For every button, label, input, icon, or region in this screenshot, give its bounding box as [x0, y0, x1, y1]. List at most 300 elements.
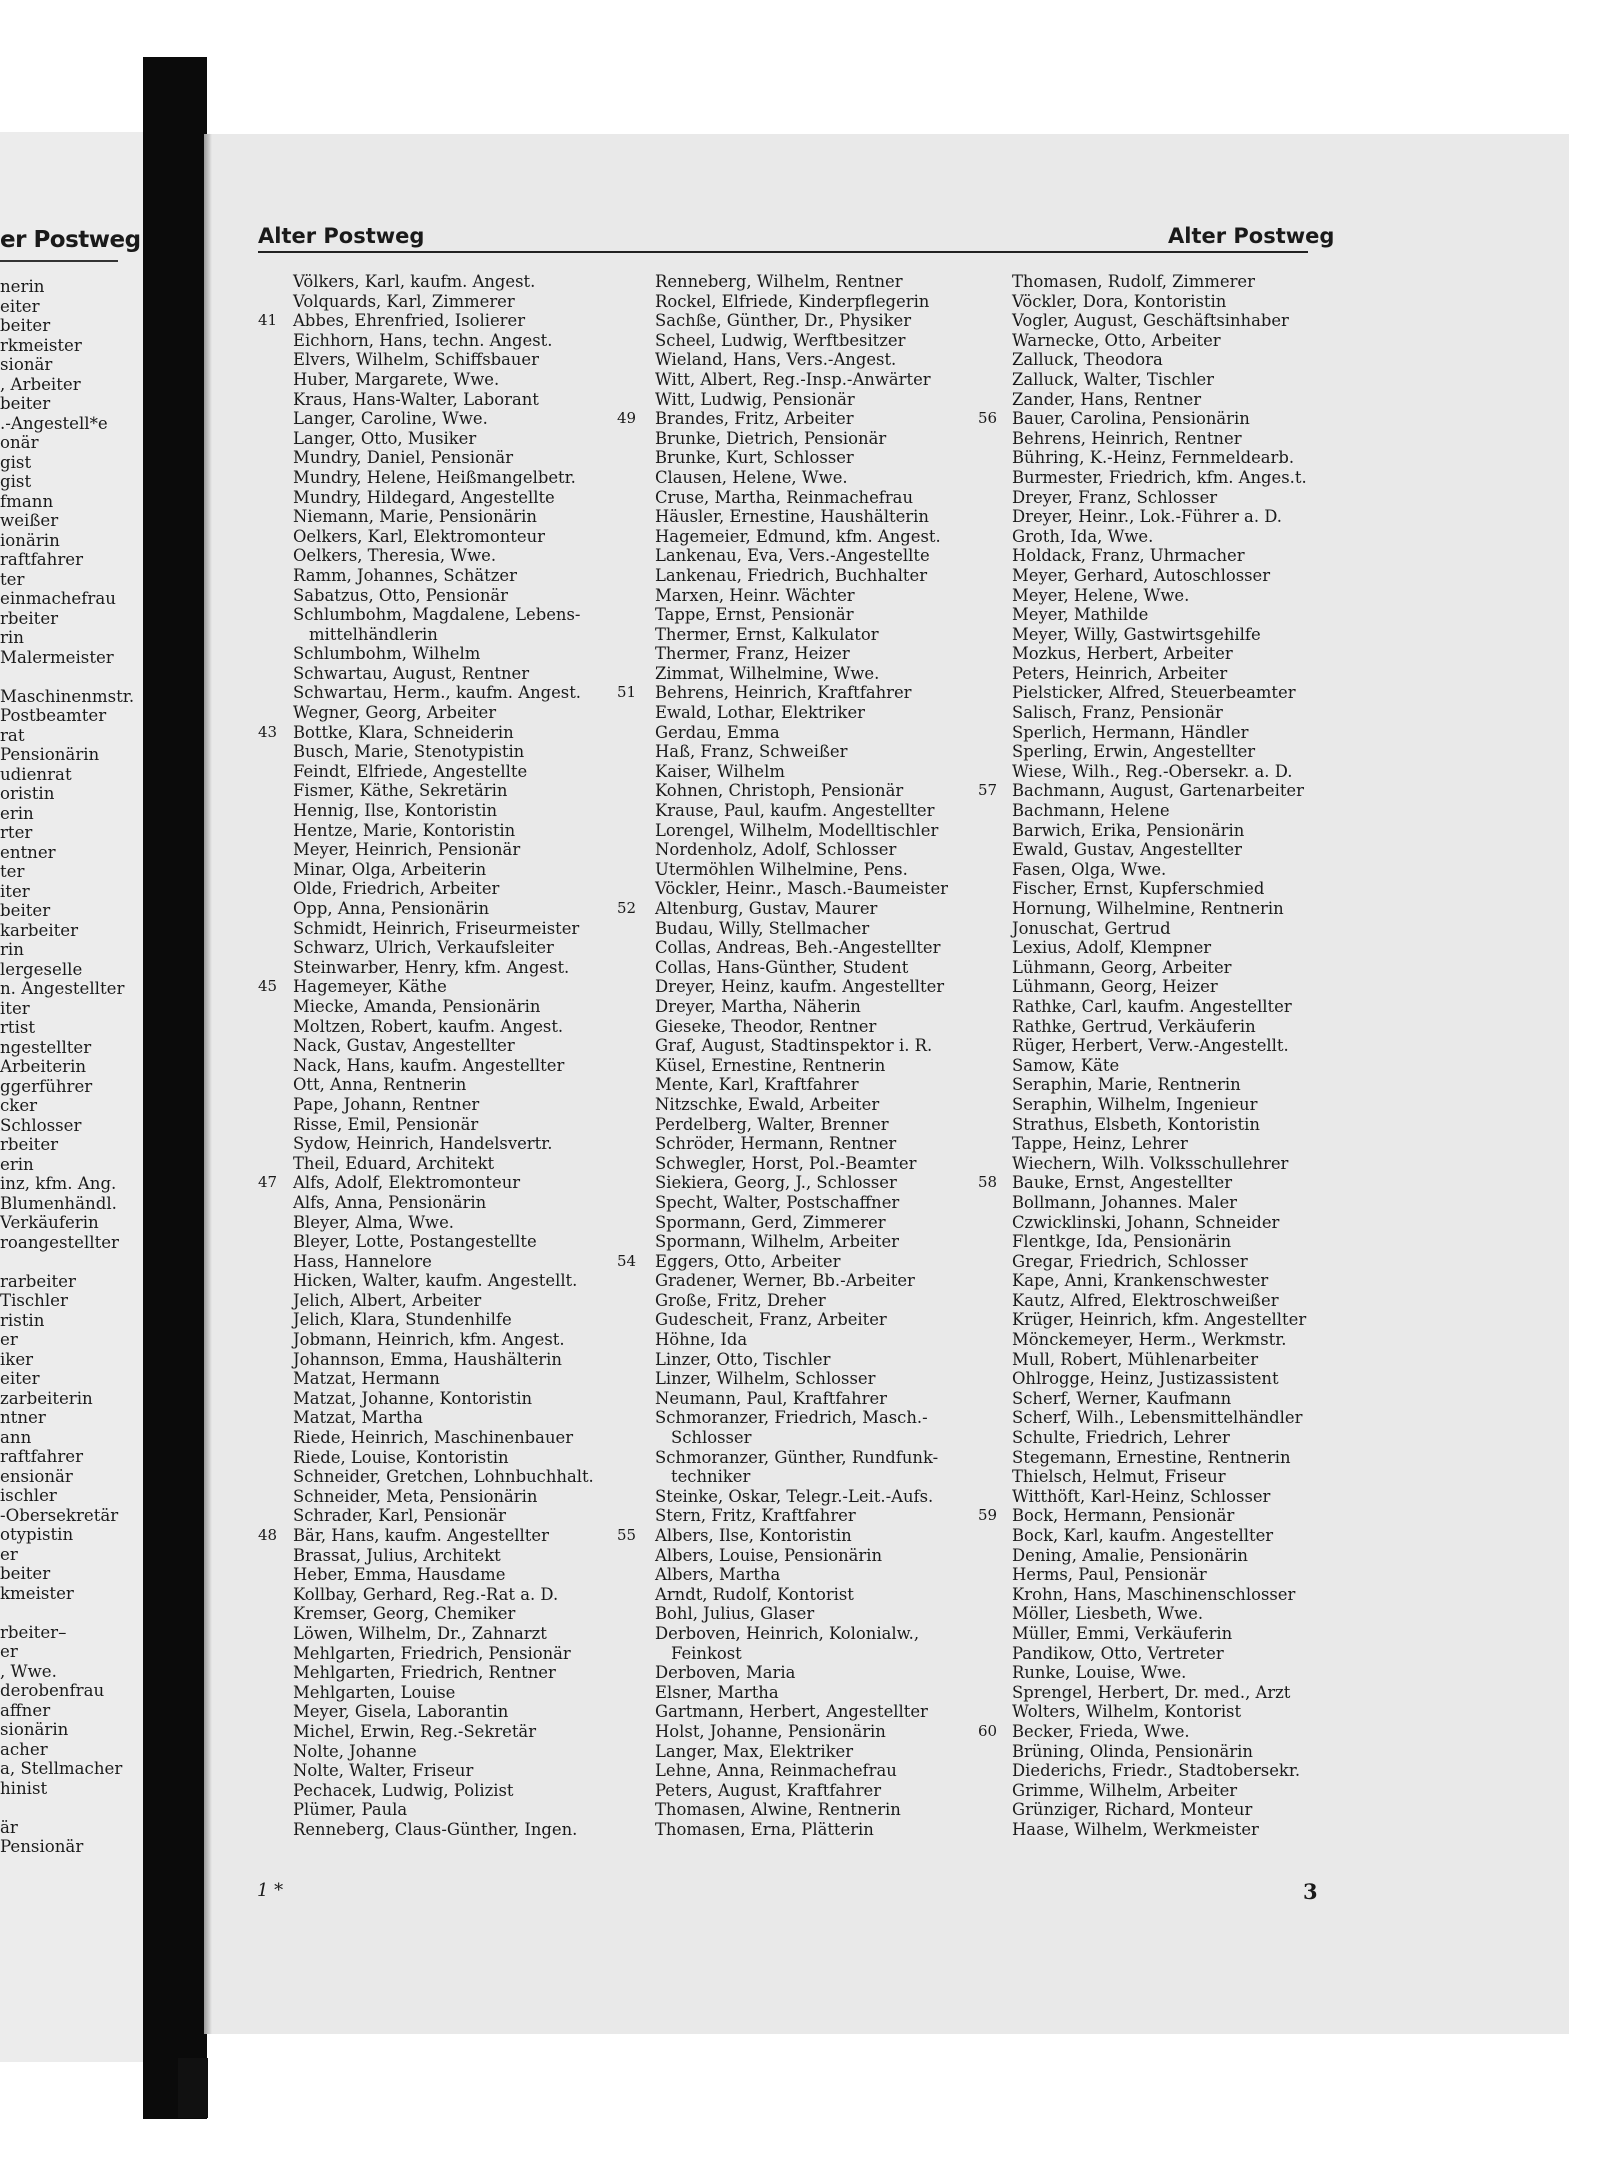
directory-entry — [655, 1585, 948, 1605]
directory-entry — [655, 1408, 948, 1428]
directory-entry — [1012, 527, 1307, 547]
resident-entry-text: Grünziger, Richard, Monteur — [1012, 1800, 1253, 1820]
left-page-entry: eiter — [0, 296, 40, 316]
resident-entry-text: Zander, Hans, Rentner — [1012, 389, 1202, 409]
directory-entry — [1012, 1408, 1307, 1428]
resident-entry-text: Seraphin, Wilhelm, Ingenieur — [1012, 1094, 1258, 1114]
resident-entry-text: Fasen, Olga, Wwe. — [1012, 859, 1167, 879]
directory-entry — [1012, 1585, 1307, 1605]
directory-entry — [978, 781, 1307, 801]
resident-entry-text: Alfs, Adolf, Elektromonteur — [293, 1173, 521, 1193]
resident-entry-text: Fismer, Käthe, Sekretärin — [293, 781, 508, 801]
resident-entry-text: Nolte, Johanne — [293, 1741, 417, 1761]
left-page-entry: rbeiter– — [0, 1622, 67, 1642]
directory-entry — [293, 370, 594, 390]
resident-entry-text: Bachmann, Helene — [1012, 801, 1170, 821]
directory-entry — [1012, 1644, 1307, 1664]
directory-entry — [655, 723, 948, 743]
directory-entry — [293, 1252, 594, 1272]
left-page-entry: otypistin — [0, 1525, 74, 1544]
directory-entry — [655, 1644, 948, 1664]
directory-entry — [655, 527, 948, 547]
bookmark-ribbon — [178, 2058, 208, 2118]
directory-entry — [293, 1408, 594, 1428]
directory-entry — [258, 1526, 594, 1546]
resident-entry-text: Pape, Johann, Rentner — [293, 1094, 480, 1114]
directory-entry — [293, 350, 594, 370]
resident-entry-text: Oelkers, Theresia, Wwe. — [293, 546, 497, 566]
directory-entry — [1012, 1154, 1307, 1174]
resident-entry-text: Becker, Frieda, Wwe. — [1012, 1721, 1190, 1741]
directory-entry — [655, 1017, 948, 1037]
left-page-entry: erin — [0, 1154, 34, 1174]
resident-entry-text: mittelhändlerin — [309, 624, 438, 644]
resident-entry-text: Theil, Eduard, Architekt — [293, 1153, 495, 1173]
resident-entry-text: Renneberg, Wilhelm, Rentner — [655, 272, 903, 291]
directory-entry — [293, 527, 594, 547]
left-page-entry: a, Stellmacher — [0, 1759, 123, 1778]
resident-entry-text: Elsner, Martha — [655, 1682, 779, 1702]
directory-entry — [293, 1115, 594, 1135]
directory-entry — [655, 331, 948, 351]
house-number: 49 — [617, 409, 637, 428]
directory-entry — [293, 1722, 594, 1742]
directory-entry — [655, 860, 948, 880]
directory-entry — [1012, 644, 1307, 664]
left-page-entry: ter — [0, 569, 25, 589]
directory-entry — [1012, 586, 1307, 606]
directory-entry — [655, 762, 948, 782]
directory-entry — [293, 703, 594, 723]
resident-entry-text: Burmester, Friedrich, kfm. Anges.t. — [1012, 467, 1307, 487]
directory-entry — [655, 370, 948, 390]
directory-entry — [655, 1134, 948, 1154]
directory-entry — [655, 1624, 948, 1644]
spine-shadow — [204, 134, 212, 2034]
directory-entry — [1012, 840, 1307, 860]
left-page-entry: Pensionär — [0, 1837, 84, 1856]
resident-entry-text: Utermöhlen Wilhelmine, Pens. — [655, 859, 908, 879]
left-page-entry: rkmeister — [0, 335, 82, 355]
resident-entry-text: Hentze, Marie, Kontoristin — [293, 820, 516, 840]
left-page-entry: fmann — [0, 491, 54, 511]
resident-entry-text: Bohl, Julius, Glaser — [655, 1604, 815, 1624]
left-page-entry: karbeiter — [0, 920, 79, 940]
directory-entry — [655, 1820, 948, 1840]
resident-entry-text: Arndt, Rudolf, Kontorist — [655, 1584, 854, 1604]
directory-entry — [655, 1781, 948, 1801]
resident-entry-text: Heber, Emma, Hausdame — [293, 1565, 506, 1585]
resident-entry-text: Lehne, Anna, Reinmachefrau — [655, 1761, 897, 1781]
resident-entry-text: Flentkge, Ida, Pensionärin — [1012, 1232, 1232, 1252]
directory-entry — [1012, 1213, 1307, 1233]
left-page-entry: derobenfrau — [0, 1681, 105, 1700]
page-header-left: Alter Postweg — [258, 224, 425, 248]
directory-entry — [655, 350, 948, 370]
left-page-entry: ristin — [0, 1310, 45, 1330]
directory-entry — [1012, 468, 1307, 488]
directory-entry — [1012, 1742, 1307, 1762]
directory-entry — [655, 1448, 948, 1468]
resident-entry-text: Neumann, Paul, Kraftfahrer — [655, 1388, 887, 1408]
resident-entry-text: Gieseke, Theodor, Rentner — [655, 1016, 877, 1036]
directory-entry — [978, 1721, 1307, 1742]
house-number: 48 — [258, 1526, 278, 1544]
directory-entry — [293, 1213, 594, 1233]
left-page-entry: rbeiter — [0, 1135, 59, 1154]
left-page-entry: eiter — [0, 1369, 40, 1388]
directory-entry — [293, 1487, 594, 1507]
directory-entry — [655, 1232, 948, 1252]
resident-entry-text: Busch, Marie, Stenotypistin — [293, 742, 525, 762]
resident-entry-text: Johannson, Emma, Haushälterin — [293, 1349, 562, 1369]
resident-entry-text: Bollmann, Johannes. Maler — [1012, 1192, 1237, 1212]
directory-entry — [1012, 331, 1307, 351]
directory-entry — [293, 1134, 594, 1154]
left-page-entry: lergeselle — [0, 959, 83, 979]
directory-entry — [1012, 350, 1307, 370]
resident-entry-text: Steinke, Oskar, Telegr.-Leit.-Aufs. — [655, 1486, 934, 1506]
directory-entry — [655, 390, 948, 410]
directory-entry — [293, 429, 594, 449]
resident-entry-text: Küsel, Ernestine, Rentnerin — [655, 1055, 886, 1075]
directory-entry — [655, 625, 948, 645]
house-number: 52 — [617, 899, 637, 917]
directory-entry — [655, 1310, 948, 1330]
directory-entry — [258, 977, 594, 997]
left-page-entry: roangestellter — [0, 1232, 119, 1252]
directory-entry — [655, 1213, 948, 1233]
resident-entry-text: Pechacek, Ludwig, Polizist — [293, 1780, 514, 1800]
directory-entry — [655, 1467, 948, 1487]
directory-entry — [655, 1683, 948, 1703]
directory-entry — [1012, 1075, 1307, 1095]
resident-entry-text: Mull, Robert, Mühlenarbeiter — [1012, 1349, 1259, 1369]
resident-entry-text: Brassat, Julius, Architekt — [293, 1545, 501, 1565]
directory-entry — [1012, 1820, 1307, 1840]
left-page-entry: Tischler — [0, 1291, 68, 1310]
resident-entry-text: Hennig, Ilse, Kontoristin — [293, 801, 498, 821]
left-page-entry: ionärin — [0, 530, 60, 550]
directory-entry — [655, 703, 948, 723]
directory-entry — [1012, 1369, 1307, 1389]
resident-entry-text: Langer, Max, Elektriker — [655, 1741, 854, 1761]
directory-entry — [293, 448, 594, 468]
resident-entry-text: Sprengel, Herbert, Dr. med., Arzt — [1012, 1682, 1291, 1702]
directory-entry — [293, 1820, 594, 1840]
directory-entry — [293, 1742, 594, 1762]
directory-entry — [655, 1369, 948, 1389]
directory-entry — [1012, 507, 1307, 527]
resident-entry-text: Mehlgarten, Friedrich, Rentner — [293, 1663, 556, 1683]
left-page-entry: beiter — [0, 901, 51, 920]
resident-entry-text: Meyer, Mathilde — [1012, 605, 1149, 625]
resident-entry-text: Schlumbohm, Wilhelm — [293, 644, 481, 664]
directory-entry — [293, 272, 594, 292]
resident-entry-text: Nordenholz, Adolf, Schlosser — [655, 840, 897, 860]
left-page-entry: ntner — [0, 1408, 46, 1427]
resident-entry-text: Clausen, Helene, Wwe. — [655, 467, 848, 487]
resident-entry-text: Albers, Martha — [655, 1565, 781, 1585]
resident-entry-text: Eichhorn, Hans, techn. Angest. — [293, 330, 553, 350]
directory-entry — [655, 605, 948, 625]
resident-entry-text: Schwarz, Ulrich, Verkaufsleiter — [293, 938, 554, 958]
resident-entry-text: Elvers, Wilhelm, Schiffsbauer — [293, 350, 539, 370]
directory-entry — [655, 1428, 948, 1448]
resident-entry-text: Opp, Anna, Pensionärin — [293, 899, 490, 918]
directory-entry — [1012, 919, 1307, 939]
resident-entry-text: Albers, Louise, Pensionärin — [655, 1545, 883, 1565]
resident-entry-text: Thomasen, Alwine, Rentnerin — [655, 1800, 901, 1820]
directory-entry — [1012, 860, 1307, 880]
directory-entry — [1012, 664, 1307, 684]
directory-entry — [293, 1428, 594, 1448]
directory-entry — [293, 1291, 594, 1311]
directory-entry — [293, 625, 594, 645]
house-number: 58 — [978, 1173, 998, 1192]
resident-entry-text: Renneberg, Claus-Günther, Ingen. — [293, 1819, 578, 1839]
resident-entry-text: Mente, Karl, Kraftfahrer — [655, 1075, 859, 1095]
directory-entry — [1012, 1526, 1307, 1546]
resident-entry-text: Bauer, Carolina, Pensionärin — [1012, 409, 1250, 429]
directory-entry — [655, 1036, 948, 1056]
directory-entry — [293, 742, 594, 762]
directory-entry — [293, 390, 594, 410]
left-page-entry: rbeiter — [0, 608, 59, 628]
resident-entry-text: Zalluck, Walter, Tischler — [1012, 369, 1215, 389]
directory-entry — [293, 1663, 594, 1683]
directory-entry — [1012, 1271, 1307, 1291]
directory-entry — [1012, 1428, 1307, 1448]
directory-entry — [1012, 1036, 1307, 1056]
house-number: 59 — [978, 1506, 998, 1525]
directory-entry — [1012, 390, 1307, 410]
left-page-entry: Postbeamter — [0, 706, 107, 725]
directory-entry — [293, 664, 594, 684]
directory-entry — [655, 958, 948, 978]
resident-entry-text: Lorengel, Wilhelm, Modelltischler — [655, 820, 939, 840]
house-number: 41 — [258, 311, 278, 330]
directory-entry — [655, 801, 948, 821]
resident-entry-text: Olde, Friedrich, Arbeiter — [293, 879, 500, 899]
directory-entry — [293, 488, 594, 508]
left-page-entry: , Arbeiter — [0, 374, 81, 394]
resident-entry-text: Nack, Hans, kaufm. Angestellter — [293, 1055, 565, 1075]
left-page-entry: beiter — [0, 1564, 51, 1583]
house-number: 57 — [978, 781, 998, 800]
directory-entry — [655, 1546, 948, 1566]
resident-entry-text: Tappe, Heinz, Lehrer — [1012, 1134, 1188, 1154]
resident-entry-text: Kraus, Hans-Walter, Laborant — [293, 389, 539, 409]
directory-entry — [293, 860, 594, 880]
resident-entry-text: Salisch, Franz, Pensionär — [1012, 703, 1223, 723]
directory-column-1 — [258, 272, 594, 1840]
resident-entry-text: Gradener, Werner, Bb.-Arbeiter — [655, 1271, 915, 1291]
directory-entry — [655, 1604, 948, 1624]
directory-entry — [655, 821, 948, 841]
directory-column-3 — [978, 272, 1307, 1840]
resident-entry-text: Feindt, Elfriede, Angestellte — [293, 761, 528, 781]
directory-entry — [1012, 977, 1307, 997]
directory-entry — [1012, 742, 1307, 762]
resident-entry-text: Peters, Heinrich, Arbeiter — [1012, 663, 1228, 683]
directory-entry — [258, 1173, 594, 1193]
resident-entry-text: Stegemann, Ernestine, Rentnerin — [1012, 1447, 1291, 1467]
resident-entry-text: Hagemeyer, Käthe — [293, 977, 447, 997]
directory-entry — [655, 1056, 948, 1076]
left-page-entries — [0, 277, 134, 1857]
directory-entry — [1012, 1389, 1307, 1409]
resident-entry-text: Gerdau, Emma — [655, 722, 780, 742]
directory-entry — [655, 1702, 948, 1722]
directory-entry — [293, 821, 594, 841]
directory-entry — [293, 546, 594, 566]
resident-entry-text: Mehlgarten, Louise — [293, 1682, 456, 1702]
resident-entry-text: Häusler, Ernestine, Haushälterin — [655, 507, 929, 527]
resident-entry-text: Mundry, Hildegard, Angestellte — [293, 487, 555, 507]
resident-entry-text: Perdelberg, Walter, Brenner — [655, 1114, 889, 1134]
resident-entry-text: Möller, Liesbeth, Wwe. — [1012, 1604, 1204, 1624]
resident-entry-text: Moltzen, Robert, kaufm. Angest. — [293, 1016, 564, 1036]
directory-entry — [1012, 958, 1307, 978]
directory-entry — [293, 1036, 594, 1056]
left-page-entry: rarbeiter — [0, 1271, 76, 1291]
left-page-entry: rtist — [0, 1018, 36, 1037]
resident-entry-text: Jonuschat, Gertrud — [1012, 918, 1171, 938]
directory-entry — [1012, 566, 1307, 586]
resident-entry-text: Sperlich, Hermann, Händler — [1012, 722, 1249, 742]
resident-entry-text: Brandes, Fritz, Arbeiter — [655, 409, 854, 429]
directory-entry — [1012, 1604, 1307, 1624]
left-page-entry: affner — [0, 1700, 51, 1720]
left-page-entry: er — [0, 1642, 18, 1661]
directory-entry — [293, 919, 594, 939]
resident-entry-text: Budau, Willy, Stellmacher — [655, 918, 870, 938]
resident-entry-text: Strathus, Elsbeth, Kontoristin — [1012, 1114, 1260, 1134]
resident-entry-text: Dreyer, Heinr., Lok.-Führer a. D. — [1012, 507, 1283, 527]
left-page-entry: raftfahrer — [0, 1447, 84, 1466]
directory-entry — [1012, 997, 1307, 1017]
resident-entry-text: Hagemeier, Edmund, kfm. Angest. — [655, 526, 941, 546]
directory-entry — [293, 1624, 594, 1644]
directory-entry — [293, 1389, 594, 1409]
directory-entry — [655, 1115, 948, 1135]
directory-entry — [1012, 605, 1307, 625]
directory-entry — [617, 899, 948, 919]
directory-entry — [1012, 1232, 1307, 1252]
resident-entry-text: Ewald, Gustav, Angestellter — [1012, 840, 1242, 860]
left-page-entry: sionär — [0, 355, 53, 374]
directory-entry — [293, 1761, 594, 1781]
resident-entry-text: Langer, Caroline, Wwe. — [293, 409, 488, 429]
resident-entry-text: Marxen, Heinr. Wächter — [655, 585, 855, 605]
left-page-entry: acher — [0, 1739, 48, 1759]
resident-entry-text: Haase, Wilhelm, Werkmeister — [1012, 1819, 1259, 1839]
directory-entry — [1012, 899, 1307, 919]
directory-entry — [293, 1310, 594, 1330]
resident-entry-text: Bleyer, Alma, Wwe. — [293, 1212, 455, 1232]
house-number: 45 — [258, 977, 278, 996]
resident-entry-text: Minar, Olga, Arbeiterin — [293, 859, 487, 879]
resident-entry-text: Pandikow, Otto, Vertreter — [1012, 1643, 1224, 1663]
resident-entry-text: Collas, Andreas, Beh.-Angestellter — [655, 938, 941, 958]
left-page-entry: rat — [0, 725, 25, 745]
directory-entry — [1012, 448, 1307, 468]
directory-column-2 — [617, 272, 949, 1840]
house-number: 60 — [978, 1721, 998, 1740]
resident-entry-text: Hicken, Walter, kaufm. Angestellt. — [293, 1271, 578, 1291]
directory-entry — [293, 1565, 594, 1585]
directory-entry — [293, 958, 594, 978]
resident-entry-text: Nitzschke, Ewald, Arbeiter — [655, 1094, 880, 1114]
directory-entry — [293, 1232, 594, 1252]
resident-entry-text: Matzat, Martha — [293, 1408, 423, 1428]
left-page-entry: Maschinenmstr. — [0, 686, 135, 706]
resident-entry-text: Behrens, Heinrich, Kraftfahrer — [655, 683, 912, 703]
directory-entry — [655, 664, 948, 684]
directory-entry — [293, 781, 594, 801]
resident-entry-text: Thermer, Franz, Heizer — [655, 644, 850, 664]
resident-entry-text: Riede, Heinrich, Maschinenbauer — [293, 1428, 574, 1448]
directory-entry — [655, 311, 948, 331]
resident-entry-text: Matzat, Hermann — [293, 1369, 440, 1389]
resident-entry-text: Sydow, Heinrich, Handelsvertr. — [293, 1134, 553, 1154]
resident-entry-text: Jelich, Klara, Stundenhilfe — [293, 1310, 512, 1330]
left-page-entry: rin — [0, 940, 24, 959]
directory-entry — [978, 1506, 1307, 1526]
left-page-entry: beiter — [0, 394, 51, 413]
left-page-entry: iter — [0, 881, 30, 901]
directory-entry — [1012, 1310, 1307, 1330]
resident-entry-text: Derboven, Maria — [655, 1663, 796, 1683]
directory-entry — [655, 1154, 948, 1174]
house-number: 55 — [617, 1526, 637, 1544]
page-header-right: Alter Postweg — [1168, 224, 1335, 248]
directory-entry — [293, 938, 594, 958]
directory-entry — [655, 1800, 948, 1820]
directory-entry — [293, 762, 594, 782]
resident-entry-text: Gudescheit, Franz, Arbeiter — [655, 1310, 887, 1330]
directory-entry — [1012, 625, 1307, 645]
resident-entry-text: Spormann, Gerd, Zimmerer — [655, 1212, 886, 1232]
directory-entry — [293, 409, 594, 429]
directory-entry — [655, 292, 948, 312]
directory-entry — [655, 1291, 948, 1311]
directory-entry — [617, 683, 948, 703]
directory-entry — [293, 507, 594, 527]
directory-entry — [655, 1095, 948, 1115]
directory-entry — [1012, 1683, 1307, 1703]
resident-entry-text: Barwich, Erika, Pensionärin — [1012, 820, 1245, 840]
left-page-entry: Blumenhändl. — [0, 1193, 117, 1213]
resident-entry-text: Zalluck, Theodora — [1012, 350, 1163, 370]
resident-entry-text: Schneider, Meta, Pensionärin — [293, 1486, 538, 1506]
directory-entry — [258, 722, 594, 743]
left-page-entry: ter — [0, 862, 25, 881]
house-number: 47 — [258, 1173, 278, 1192]
directory-entry — [293, 1448, 594, 1468]
resident-entry-text: Michel, Erwin, Reg.-Sekretär — [293, 1721, 537, 1741]
left-page-entry: oristin — [0, 784, 55, 803]
resident-entry-text: Sperling, Erwin, Angestellter — [1012, 742, 1256, 762]
resident-entry-text: Bühring, K.-Heinz, Fernmeldearb. — [1012, 448, 1295, 468]
directory-entry — [293, 879, 594, 899]
left-page-entry: ensionär — [0, 1466, 73, 1486]
directory-entry — [1012, 1565, 1307, 1585]
directory-entry — [1012, 1350, 1307, 1370]
left-page-entry: .-Angestell*e — [0, 413, 108, 433]
book-binding — [143, 57, 207, 2119]
